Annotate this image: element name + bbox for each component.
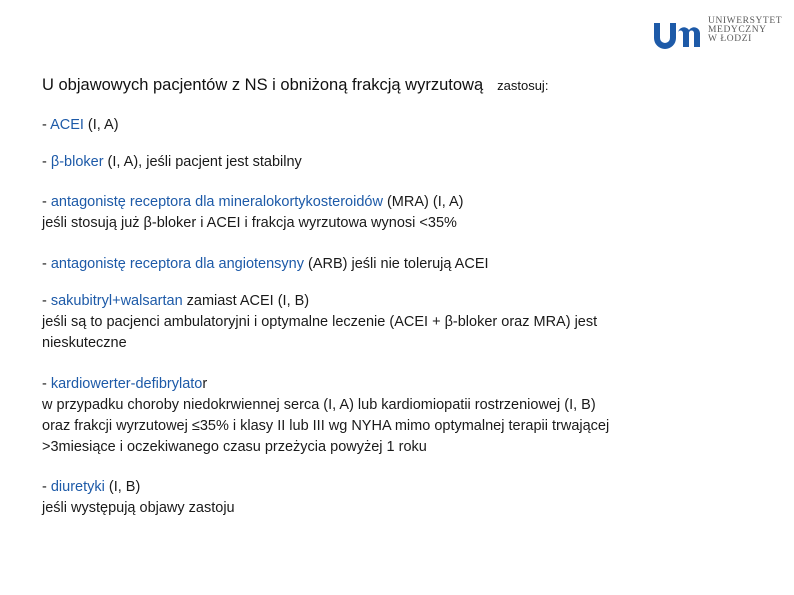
item-detail: (MRA) (I, A) xyxy=(382,194,464,210)
recommendation-item xyxy=(42,192,464,234)
university-logo xyxy=(632,0,794,70)
item-line: >3miesiące i oczekiwanego czasu przeżycia powyżej 1 roku xyxy=(42,439,427,455)
item-detail: (ARB) jeśli nie tolerują ACEI xyxy=(303,256,489,272)
item-detail: (I, B) xyxy=(104,479,141,495)
recommendation-item xyxy=(42,374,609,458)
item-drug: sakubitryl+walsartan xyxy=(50,293,183,309)
recommendation-item xyxy=(42,291,597,354)
item-head xyxy=(42,477,235,498)
item-drug: diuretyki xyxy=(50,479,105,495)
item-line: jeśli stosują już β-bloker i ACEI i frakcja wyrzutowa wynosi <35% xyxy=(42,215,457,231)
item-line: oraz frakcji wyrzutowej ≤35% i klasy II lub III wg NYHA mimo optymalnej terapii trwającej xyxy=(42,418,610,434)
item-drug: β-bloker xyxy=(50,154,104,170)
item-head xyxy=(42,152,302,173)
logo-line: MEDYCZNY xyxy=(708,25,767,35)
item-head xyxy=(42,254,489,275)
slide-title xyxy=(42,76,548,95)
item-head xyxy=(42,374,609,395)
item-prefix: - xyxy=(42,479,51,495)
recommendation-item xyxy=(42,115,119,136)
item-detail: (I, A) xyxy=(83,117,119,133)
item-head xyxy=(42,192,464,213)
item-prefix: - xyxy=(42,376,51,392)
item-prefix: - xyxy=(42,117,51,133)
item-line: nieskuteczne xyxy=(42,335,127,351)
logo-wordmark xyxy=(708,17,782,44)
logo-line: UNIWERSYTET xyxy=(708,16,783,26)
item-head xyxy=(42,115,119,136)
item-prefix: - xyxy=(42,194,51,210)
item-line: jeśli występują objawy zastoju xyxy=(42,500,235,516)
item-detail: zamiast ACEI (I, B) xyxy=(182,293,310,309)
title-main: U objawowych pacjentów z NS i obniżoną frakcją wyrzutową xyxy=(42,76,484,94)
recommendation-item xyxy=(42,477,235,519)
logo-line: W ŁODZI xyxy=(708,34,752,44)
item-line: w przypadku choroby niedokrwiennej serca (I, A) lub kardiomiopatii rostrzeniowej (I, B) xyxy=(42,397,596,413)
item-drug: kardiowerter-defibrylato xyxy=(50,376,203,392)
item-line: jeśli są to pacjenci ambulatoryjni i optymalne leczenie (ACEI + β-bloker oraz MRA) jest xyxy=(42,314,598,330)
title-suffix: zastosuj: xyxy=(497,78,549,93)
item-prefix: - xyxy=(42,293,51,309)
item-detail: r xyxy=(202,376,208,392)
item-drug: antagonistę receptora dla mineralokortykosteroidów xyxy=(50,194,383,210)
item-prefix: - xyxy=(42,154,51,170)
item-drug: antagonistę receptora dla angiotensyny xyxy=(50,256,304,272)
item-drug: ACEI xyxy=(50,117,84,133)
item-detail: (I, A), jeśli pacjent jest stabilny xyxy=(103,154,302,170)
recommendation-item xyxy=(42,152,302,173)
um-logo-mark xyxy=(652,21,702,49)
item-head xyxy=(42,291,597,312)
recommendation-item xyxy=(42,254,489,275)
item-prefix: - xyxy=(42,256,51,272)
